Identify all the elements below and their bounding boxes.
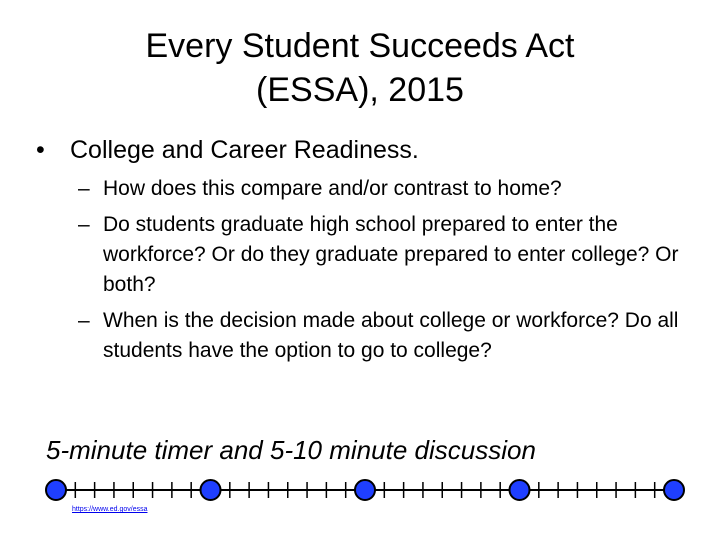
main-bullet [36, 132, 686, 168]
main-bullet-text: College and Career Readiness. [70, 136, 419, 164]
bullet-dot-icon: • [36, 136, 45, 164]
sub-bullet-text: How does this compare and/or contrast to home? [103, 177, 562, 200]
dash-icon: – [78, 309, 90, 332]
timeline-dot [201, 480, 221, 500]
dash-icon: – [78, 213, 90, 236]
sub-bullet-item [78, 174, 698, 204]
timeline-dot [510, 480, 530, 500]
sub-bullet-item [78, 210, 698, 300]
sub-bullet-item [78, 306, 698, 366]
timer-discussion-note: 5-minute timer and 5-10 minute discussion [46, 435, 536, 465]
sub-bullet-text: When is the decision made about college or workforce? Do all students have the option to go to college? [103, 309, 679, 362]
timeline-dot [355, 480, 375, 500]
sub-bullet-text: Do students graduate high school prepared to enter the workforce? Or do they graduate prepared to enter college? Or both? [103, 213, 679, 296]
sub-bullet-list [78, 174, 698, 372]
timeline-dot [46, 480, 66, 500]
dash-icon: – [78, 177, 90, 200]
slide-title [60, 24, 660, 112]
timeline-dot [664, 480, 684, 500]
source-link[interactable]: https://www.ed.gov/essa [72, 506, 148, 513]
title-line-1: Every Student Succeeds Act [145, 27, 575, 65]
title-line-2: (ESSA), 2015 [256, 71, 464, 109]
